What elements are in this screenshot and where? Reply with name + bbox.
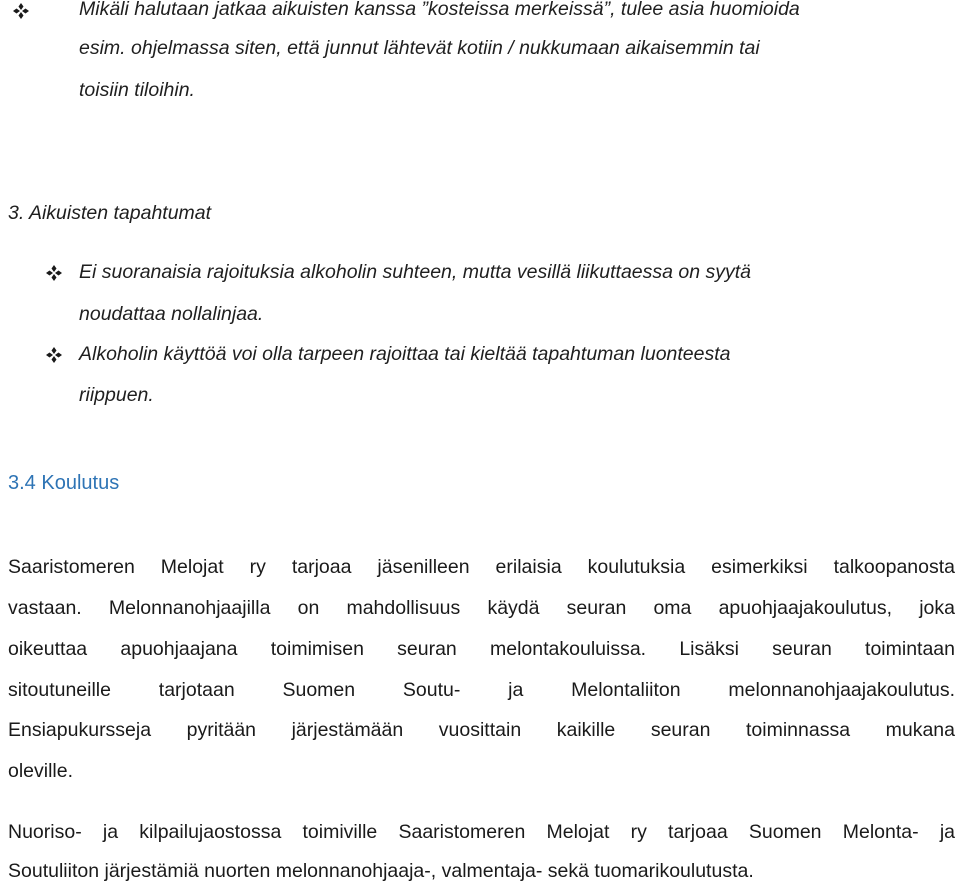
bullet-text-line: Alkoholin käyttöä voi olla tarpeen rajoittaa tai kieltää tapahtuman luonteesta	[79, 343, 731, 365]
bullet-text-line: esim. ohjelmassa siten, että junnut lähtevät kotiin / nukkumaan aikaisemmin tai	[79, 37, 760, 59]
paragraph-line: Soutuliiton järjestämiä nuorten melonnanohjaaja-, valmentaja- sekä tuomarikoulutusta.	[8, 860, 754, 882]
paragraph-line: oikeuttaa apuohjaajana toimimisen seuran melontakouluissa. Lisäksi seuran toimintaan	[8, 638, 955, 660]
bullet-text-line: riippuen.	[79, 384, 154, 406]
four-diamond-bullet-icon	[45, 346, 63, 364]
four-diamond-bullet-icon	[45, 264, 63, 282]
paragraph-line: sitoutuneille tarjotaan Suomen Soutu- ja Melontaliiton melonnanohjaajakoulutus.	[8, 679, 955, 701]
bullet-text-line: toisiin tiloihin.	[79, 79, 195, 101]
bullet-text-line: Ei suoranaisia rajoituksia alkoholin suhteen, mutta vesillä liikuttaessa on syytä	[79, 261, 752, 283]
paragraph-line: Saaristomeren Melojat ry tarjoaa jäsenilleen erilaisia koulutuksia esimerkiksi talkoopanosta	[8, 556, 955, 578]
section-heading: 3.4 Koulutus	[8, 472, 120, 494]
section-heading: 3. Aikuisten tapahtumat	[8, 202, 212, 224]
paragraph-line: Ensiapukursseja pyritään järjestämään vuosittain kaikille seuran toiminnassa mukana	[8, 719, 955, 741]
four-diamond-bullet-icon	[12, 2, 30, 20]
paragraph-line: Nuoriso- ja kilpailujaostossa toimiville Saaristomeren Melojat ry tarjoaa Suomen Melonta- ja	[8, 821, 955, 843]
paragraph-line: vastaan. Melonnanohjaajilla on mahdollisuus käydä seuran oma apuohjaajakoulutus, joka	[8, 597, 955, 619]
paragraph-line: oleville.	[8, 760, 74, 782]
bullet-text-line: noudattaa nollalinjaa.	[79, 303, 264, 325]
bullet-text-line: Mikäli halutaan jatkaa aikuisten kanssa ”kosteissa merkeissä”, tulee asia huomioida	[79, 0, 800, 20]
